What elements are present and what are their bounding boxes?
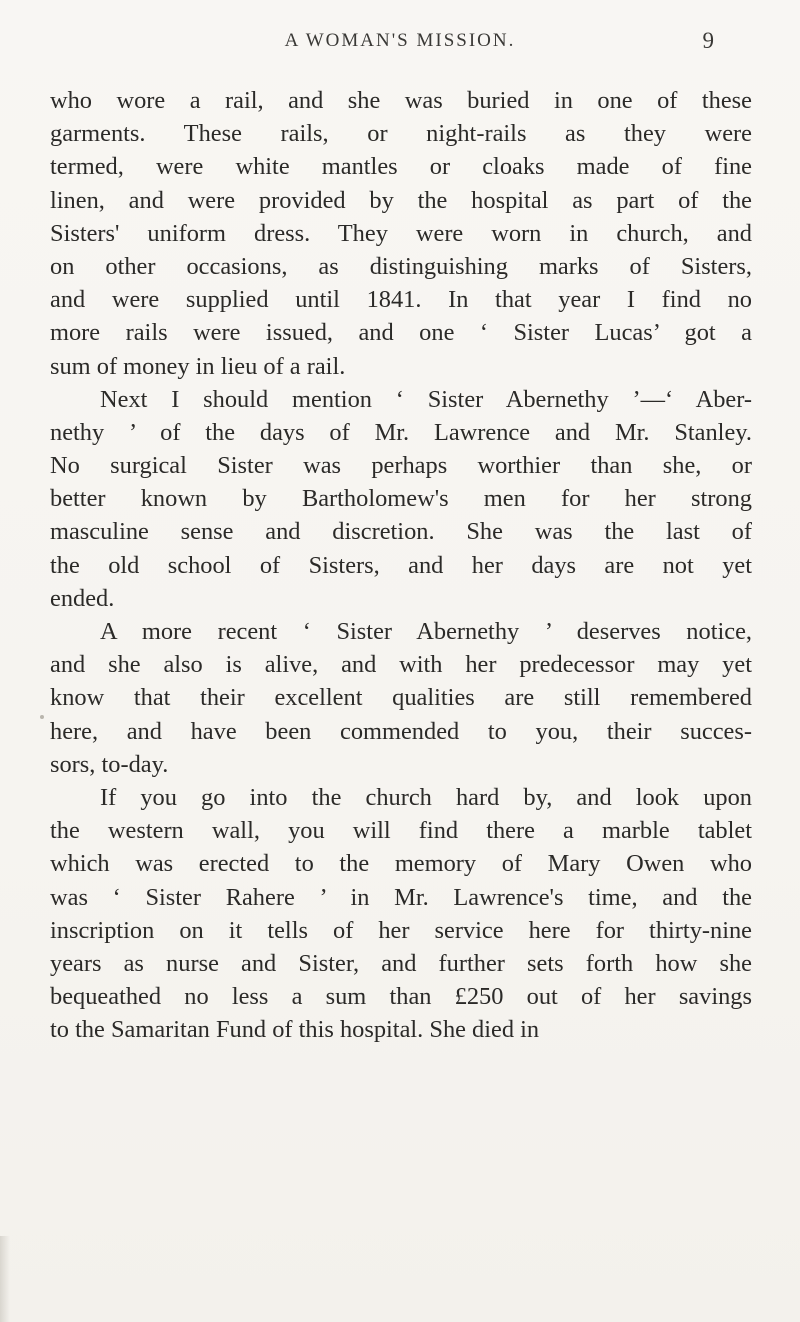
text-line: Next I should mention ‘ Sister Abernethy ’—‘ Aber- bbox=[100, 385, 752, 413]
text-line: No surgical Sister was perhaps worthier than she, or bbox=[50, 452, 752, 480]
text-line: which was erected to the memory of Mary Owen who bbox=[50, 850, 752, 878]
text-line: and she also is alive, and with her predecessor may yet bbox=[50, 651, 752, 679]
text-line: better known by Bartholomew's men for her strong bbox=[50, 485, 752, 513]
text-line: was ‘ Sister Rahere ’ in Mr. Lawrence's time, and the bbox=[50, 883, 752, 911]
text-line: here, and have been commended to you, their succes- bbox=[50, 717, 752, 745]
text-line: linen, and were provided by the hospital as part of the bbox=[50, 186, 752, 214]
text-line: the old school of Sisters, and her days are not yet bbox=[50, 551, 752, 579]
paragraph-rails bbox=[50, 84, 752, 383]
text-line: If you go into the church hard by, and look upon bbox=[100, 783, 752, 811]
body-text bbox=[50, 84, 752, 1046]
running-title: A WOMAN'S MISSION. bbox=[284, 30, 516, 51]
page-header bbox=[0, 30, 800, 60]
text-line: and were supplied until 1841. In that year I find no bbox=[50, 286, 752, 314]
text-line: who wore a rail, and she was buried in one of these bbox=[50, 87, 752, 114]
text-line: years as nurse and Sister, and further sets forth how she bbox=[50, 949, 752, 977]
text-line: the western wall, you will find there a marble tablet bbox=[50, 817, 752, 845]
page-edge-shadow bbox=[0, 1236, 10, 1322]
text-line: masculine sense and discretion. She was the last of bbox=[50, 518, 752, 546]
paragraph-recent-abernethy bbox=[50, 615, 752, 781]
text-line: inscription on it tells of her service here for thirty-nine bbox=[50, 916, 752, 944]
text-line: more rails were issued, and one ‘ Sister Lucas’ got a bbox=[50, 319, 752, 347]
text-line: Sisters' uniform dress. They were worn in church, and bbox=[50, 219, 752, 247]
text-line: ended. bbox=[50, 584, 115, 612]
text-line: bequeathed no less a sum than £250 out of her savings bbox=[50, 983, 752, 1011]
text-line: garments. These rails, or night-rails as they were bbox=[50, 120, 752, 148]
text-line: know that their excellent qualities are still remembered bbox=[50, 684, 752, 712]
text-line: sors, to-day. bbox=[50, 750, 169, 778]
paper-speck bbox=[40, 715, 44, 719]
text-line: sum of money in lieu of a rail. bbox=[50, 352, 346, 380]
paragraph-marble-tablet bbox=[50, 781, 752, 1047]
text-line: on other occasions, as distinguishing marks of Sisters, bbox=[50, 252, 752, 280]
text-line: termed, were white mantles or cloaks made of fine bbox=[50, 153, 752, 181]
text-line: to the Samaritan Fund of this hospital. She died in bbox=[50, 1016, 540, 1044]
page-number: 9 bbox=[702, 28, 714, 53]
text-line: A more recent ‘ Sister Abernethy ’ deserves notice, bbox=[100, 618, 752, 645]
text-line: nethy ’ of the days of Mr. Lawrence and Mr. Stanley. bbox=[50, 418, 752, 446]
paragraph-sister-abernethy bbox=[50, 383, 752, 615]
